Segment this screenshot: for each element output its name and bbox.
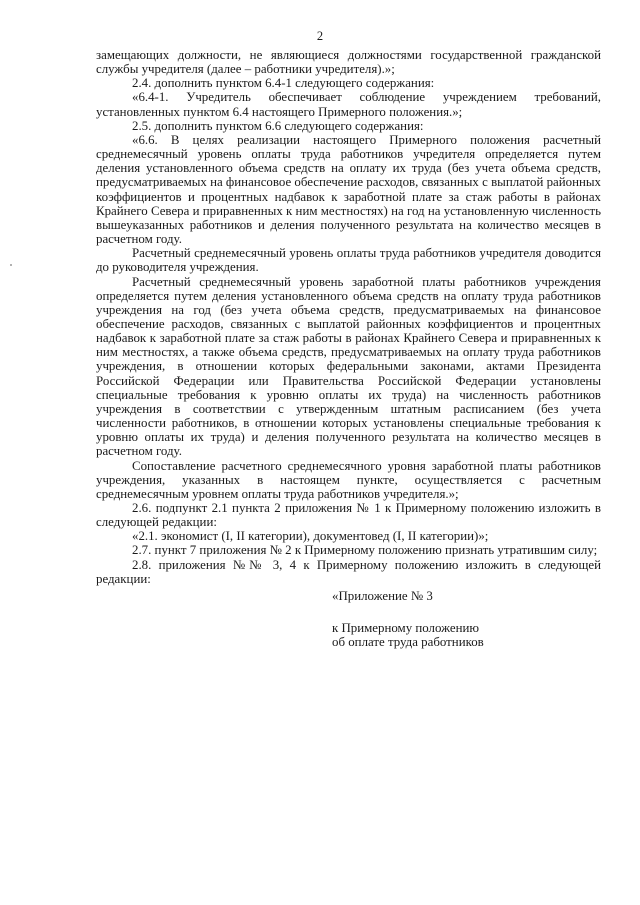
paragraph-founder-level: Расчетный среднемесячный уровень оплаты труда работников учредителя доводится до руководителя учреждения. xyxy=(96,246,601,275)
paragraph-item-2-6: 2.6. подпункт 2.1 пункта 2 приложения № 1 к Примерному положению изложить в следующей редакции: xyxy=(96,501,601,530)
scan-margin-mark xyxy=(10,264,12,266)
paragraph-item-2-7: 2.7. пункт 7 приложения № 2 к Примерному положению признать утратившим силу; xyxy=(132,543,598,558)
page-number: 2 xyxy=(316,29,324,43)
paragraph-item-2-5: 2.5. дополнить пунктом 6.6 следующего содержания: xyxy=(132,118,424,133)
paragraph-quote-2-1: «2.1. экономист (I, II категории), документовед (I, II категории)»; xyxy=(132,529,489,544)
appendix-heading: «Приложение № 3 xyxy=(332,588,433,603)
paragraph-comparison: Сопоставление расчетного среднемесячного уровня заработной платы работников учреждения, указанных в настоящем пункте, осуществляется с расчетным среднемесячным уровнем оплаты труда работников учредителя.»; xyxy=(96,458,601,501)
document-body xyxy=(96,48,601,649)
paragraph-item-2-8: 2.8. приложения №№ 3, 4 к Примерному положению изложить в следующей редакции: xyxy=(96,557,601,586)
appendix-subtitle-line-2: об оплате труда работников xyxy=(332,635,484,650)
paragraph-continuation: замещающих должности, не являющиеся должностями государственной гражданской службы учредителя (далее – работники учредителя).»; xyxy=(96,48,601,77)
paragraph-institution-level: Расчетный среднемесячный уровень заработной платы работников учреждения определяется путем деления установленного объема средств на оплату труда работников учреждения на год (без учета объема средств, предусматриваемых на финансовое обеспечение расходов, связанных с выплатой районных коэффициентов и процентных надбавок к заработной плате за стаж работы в районах Крайнего Севера и приравненных к ним местностях, а также объема средств, предусматриваемых на оплату труда работников учреждения, в отношении которых федеральными законами, актами Президента Российской Федерации или Правительства Российской Федерации установлены специальные требования к уровню оплаты их труда) на численность работников учреждения в соответствии с утвержденным штатным расписанием (без учета численности работников, в отношении которых установлены специальные требования к уровню оплаты их труда) и деления полученного результата на количество месяцев в расчетном году. xyxy=(96,274,601,459)
paragraph-quote-6-6: «6.6. В целях реализации настоящего Примерного положения расчетный среднемесячный уровень оплаты труда работников учредителя определяется путем деления установленного объема средств на оплату их труда (без учета объема средств, предусматриваемых на финансовое обеспечение расходов, связанных с выплатой районных коэффициентов и процентных надбавок к заработной плате за стаж работы в районах Крайнего Севера и приравненных к ним местностях) на год на установленную численность вышеуказанных работников и деления полученного результата на количество месяцев в расчетном году. xyxy=(96,132,601,247)
appendix-subtitle-line-1: к Примерному положению xyxy=(332,621,480,636)
paragraph-item-2-4: 2.4. дополнить пунктом 6.4-1 следующего содержания: xyxy=(132,76,435,91)
paragraph-quote-6-4-1: «6.4-1. Учредитель обеспечивает соблюдение учреждением требований, установленных пунктом 6.4 настоящего Примерного положения.»; xyxy=(96,90,601,119)
